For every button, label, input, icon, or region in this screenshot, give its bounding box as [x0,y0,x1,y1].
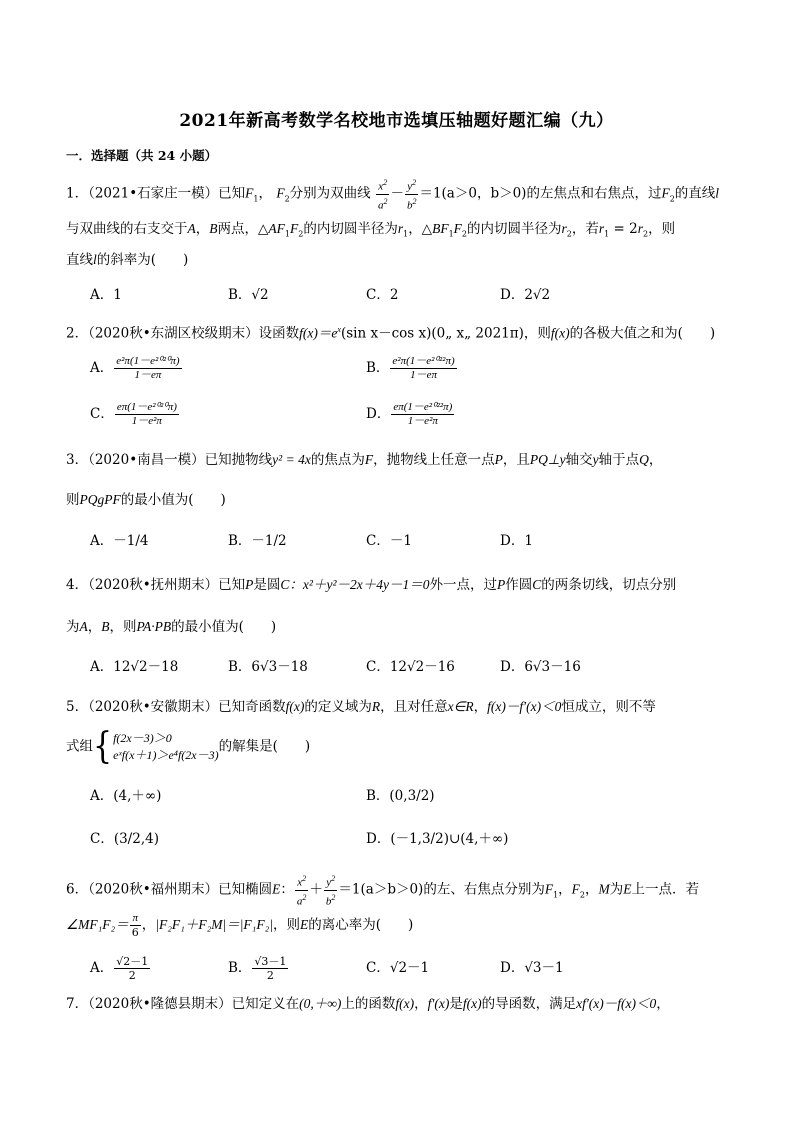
q5-option-a: A．(4,＋∞) [90,788,162,804]
q1-line2: 与双曲线的右支交于A，B两点，$\triangle AF_1F_2$的内切圆半径为$r_1$，$\triangle BF_1F_2$的内切圆半径为$r_2$，若$r_1 = 2r_2$，则 [66,221,676,239]
q6-option-b: B． $\frac{√3-1}{2}$ [228,955,287,982]
q1-option-c: C．2 [366,287,399,303]
q3-line2: 则PQgPF的最小值为( ) [66,492,226,508]
q2-option-c: C． $\frac{\text{eπ(1－e²⁰²⁰π)}}{\text{1－e²π}}$ [90,401,177,427]
q2-option-a: A． $\frac{\text{e²π(1－e²⁰²⁰π)}}{1-e\pi}$ [90,355,180,381]
q2-option-d: D． $\frac{\text{eπ(1－e²⁰²²π)}}{\text{1－e²π}}$ [366,401,453,427]
q5-option-c: C．(3/2,4) [90,831,159,847]
q1-line1: 1．（2021•石家庄一模）已知$F_1$， $F_2$分别为双曲线 $\frac{x^2}{a^2}$ － $\frac{y^2}{b^2}$ ＝1(a＞0，b＞0)的左焦点和右焦点，过$F_2$的直线l [66,178,720,212]
q2-option-b: B． $\frac{\text{e²π(1－e²⁰²²π)}}{1-e\pi}$ [366,355,455,381]
q4-option-d: D．6√3－16 [500,659,581,675]
q6-line1: 6．（2020秋•福州期末）已知椭圆E： $\frac{x^2}{a^2}$ ＋ $\frac{y^2}{b^2}$ ＝1(a＞b＞0)的左、右焦点分别为$F_1$，$F_2$，M为E上一点．若 [66,874,700,908]
q6-option-d: D．√3－1 [500,960,564,976]
document-title: 2021年新高考数学名校地市选填压轴题好题汇编（九） [179,111,614,131]
q1-option-a: A．1 [90,287,122,303]
q6-line2: ∠MF₁F₂＝ $\frac{\pi}{6}$ ，|F₂F₁＋F₂M|＝|F₁F₂|，则E的离心率为( ) [66,912,414,939]
q5-option-b: B．(0,3/2) [366,788,435,804]
q3-option-a: A．－1/4 [90,533,149,549]
q3-option-d: D．1 [500,533,533,549]
q5-line1: 5．（2020秋•安徽期末）已知奇函数f(x)的定义域为R，且对任意x∈R，f(x)－f′(x)＜0恒成立，则不等 [66,699,656,715]
q5-line2: 式组{f(2x－3)＞0 eˣf(x＋1)＞e⁴f(2x－3)的解集是( ) [66,725,311,768]
q2-line1: 2．（2020秋•东湖区校级期末）设函数$f(x)=e^x(\sin$ x－cos x)(0„ x„ 2021π)，则f(x)的各极大值之和为( ) [66,325,716,342]
q6-option-c: C．√2－1 [366,960,430,976]
q7-line1: 7．（2020秋•隆德县期末）已知定义在(0,＋∞)上的函数f(x)，f′(x)是f(x)的导函数，满足xf′(x)－f(x)＜0， [66,996,670,1012]
q1-option-d: D．2√2 [500,287,551,303]
q4-line1: 4．（2020秋•抚州期末）已知P是圆C：x²＋y²－2x＋4y－1＝0外一点，过P作圆C的两条切线，切点分别 [66,577,677,593]
section-heading: 一．选择题（共 24 小题） [66,148,218,163]
q4-option-a: A．12√2－18 [90,659,179,675]
q3-line1: 3．（2020•南昌一模）已知抛物线y² = 4x的焦点为F，抛物线上任意一点P，且PQ⊥y轴交y轴于点Q， [66,452,663,468]
q1-option-b: B．√2 [228,287,269,303]
q3-option-b: B．－1/2 [228,533,287,549]
q4-line2: 为A，B，则PA·PB的最小值为( ) [66,619,277,635]
q3-option-c: C．－1 [366,533,412,549]
q6-option-a: A． $\frac{√2-1}{2}$ [90,955,149,982]
q4-option-b: B．6√3－18 [228,659,308,675]
q5-option-d: D．(－1,3/2)∪(4,＋∞) [366,831,509,847]
q4-option-c: C．12√2－16 [366,659,455,675]
q1-line3: 直线l的斜率为( ) [66,252,189,268]
